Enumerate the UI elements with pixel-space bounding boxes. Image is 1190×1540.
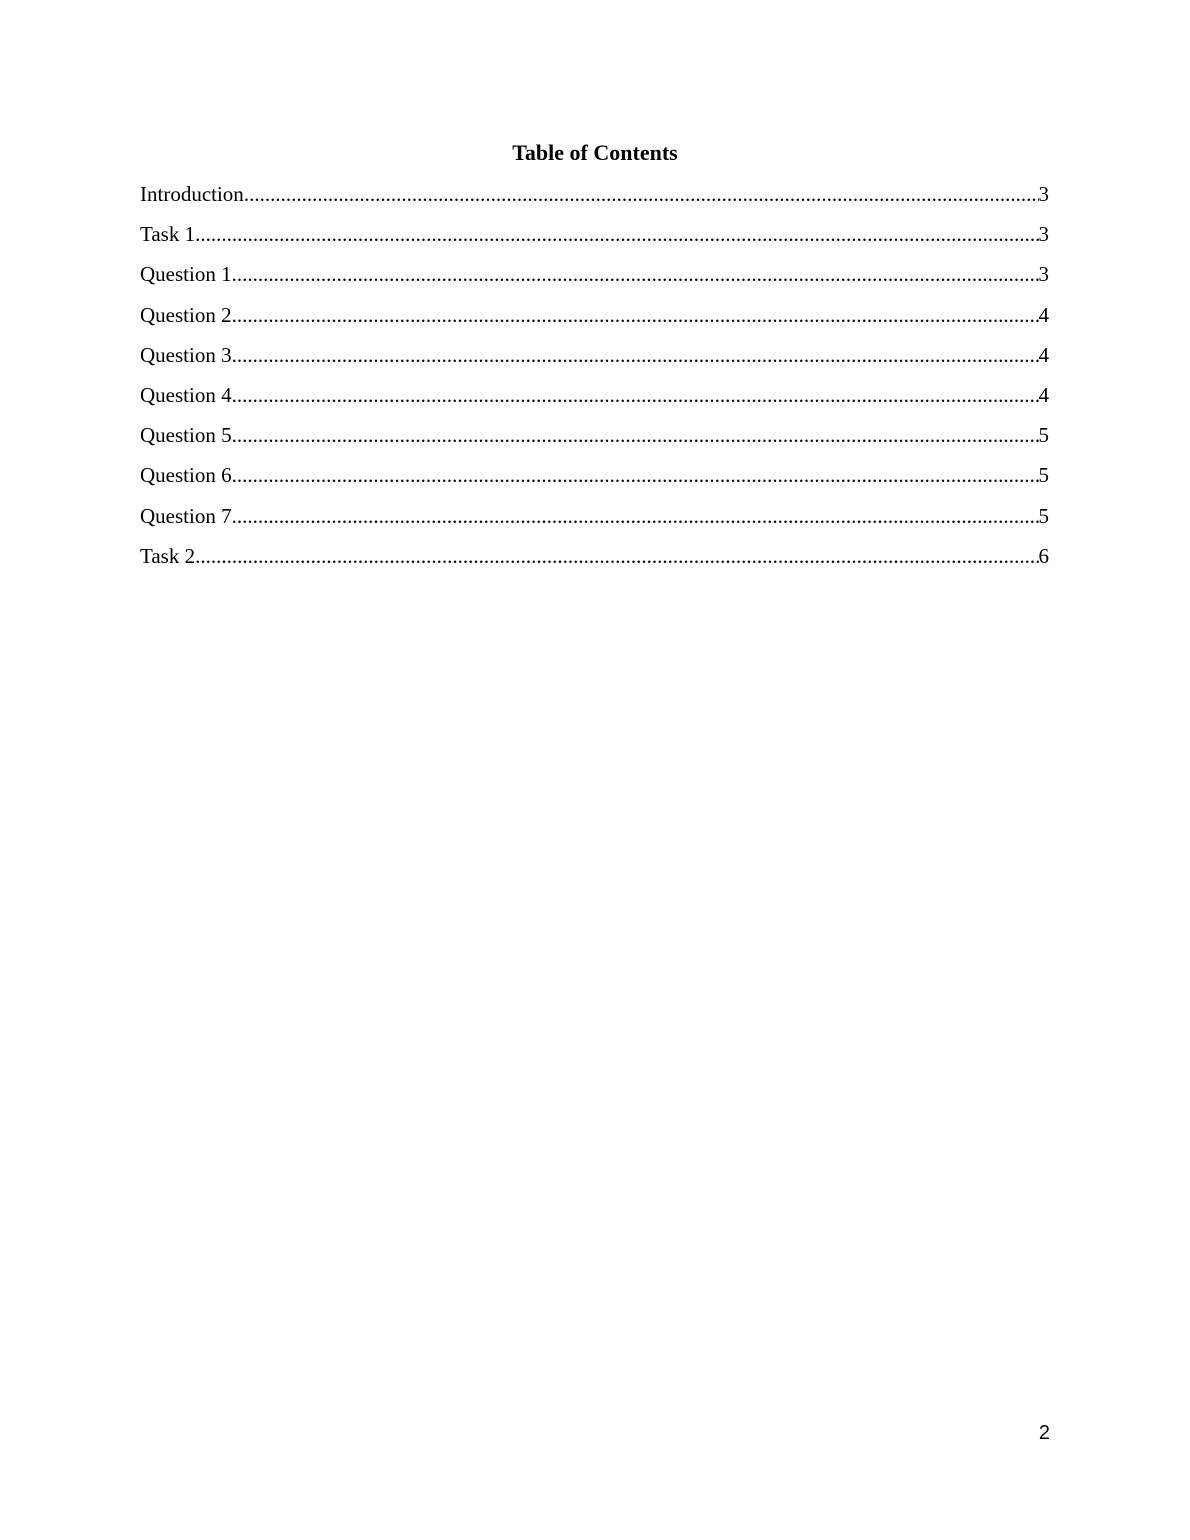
toc-dot-leader: [195, 220, 1038, 248]
toc-dot-leader: [232, 421, 1039, 449]
toc-entry-task-2[interactable]: [140, 542, 1049, 582]
toc-entry-page: 3: [1038, 222, 1049, 247]
toc-entry-page: 4: [1038, 342, 1049, 367]
toc-dot-leader: [232, 341, 1039, 369]
toc-dot-leader: [232, 461, 1039, 489]
toc-entry-page: 3: [1038, 182, 1049, 206]
toc-dot-leader: [195, 542, 1038, 570]
toc-dot-leader: [232, 502, 1039, 530]
toc-entry-page: 6: [1038, 543, 1049, 568]
toc-entry-label: Task 1: [140, 222, 196, 247]
toc-entry-label: Task 2: [140, 543, 196, 568]
toc-entry-question-3[interactable]: [140, 341, 1049, 381]
toc-entry-label: Question 5: [140, 423, 232, 448]
toc-entry-task-1[interactable]: [140, 220, 1049, 260]
toc-dot-leader: [232, 301, 1039, 329]
toc-entry-label: Introduction: [140, 182, 244, 206]
toc-entry-page: 5: [1038, 463, 1049, 488]
toc-entry-question-7[interactable]: [140, 502, 1049, 542]
toc-entry-page: 4: [1038, 302, 1049, 327]
toc-entry-introduction[interactable]: [140, 180, 1049, 220]
toc-dot-leader: [232, 381, 1039, 409]
toc-entry-label: Question 3: [140, 342, 232, 367]
toc-entry-label: Question 1: [140, 262, 232, 287]
toc-entry-question-5[interactable]: [140, 421, 1049, 461]
toc-dot-leader: [244, 180, 1039, 208]
toc-entry-page: 5: [1038, 503, 1049, 528]
toc-entry-question-2[interactable]: [140, 301, 1049, 341]
toc-entry-label: Question 7: [140, 503, 232, 528]
toc-entry-question-6[interactable]: [140, 461, 1049, 501]
toc-title: Table of Contents: [512, 140, 678, 165]
toc-entry-label: Question 2: [140, 302, 232, 327]
toc-list: [140, 180, 1049, 582]
toc-entry-page: 3: [1038, 262, 1049, 287]
toc-entry-page: 5: [1038, 423, 1049, 448]
toc-entry-label: Question 4: [140, 382, 232, 407]
page-number: 2: [1038, 1422, 1050, 1444]
toc-entry-label: Question 6: [140, 463, 232, 488]
toc-dot-leader: [232, 260, 1039, 288]
toc-entry-question-1[interactable]: [140, 260, 1049, 300]
toc-entry-page: 4: [1038, 382, 1049, 407]
toc-entry-question-4[interactable]: [140, 381, 1049, 421]
